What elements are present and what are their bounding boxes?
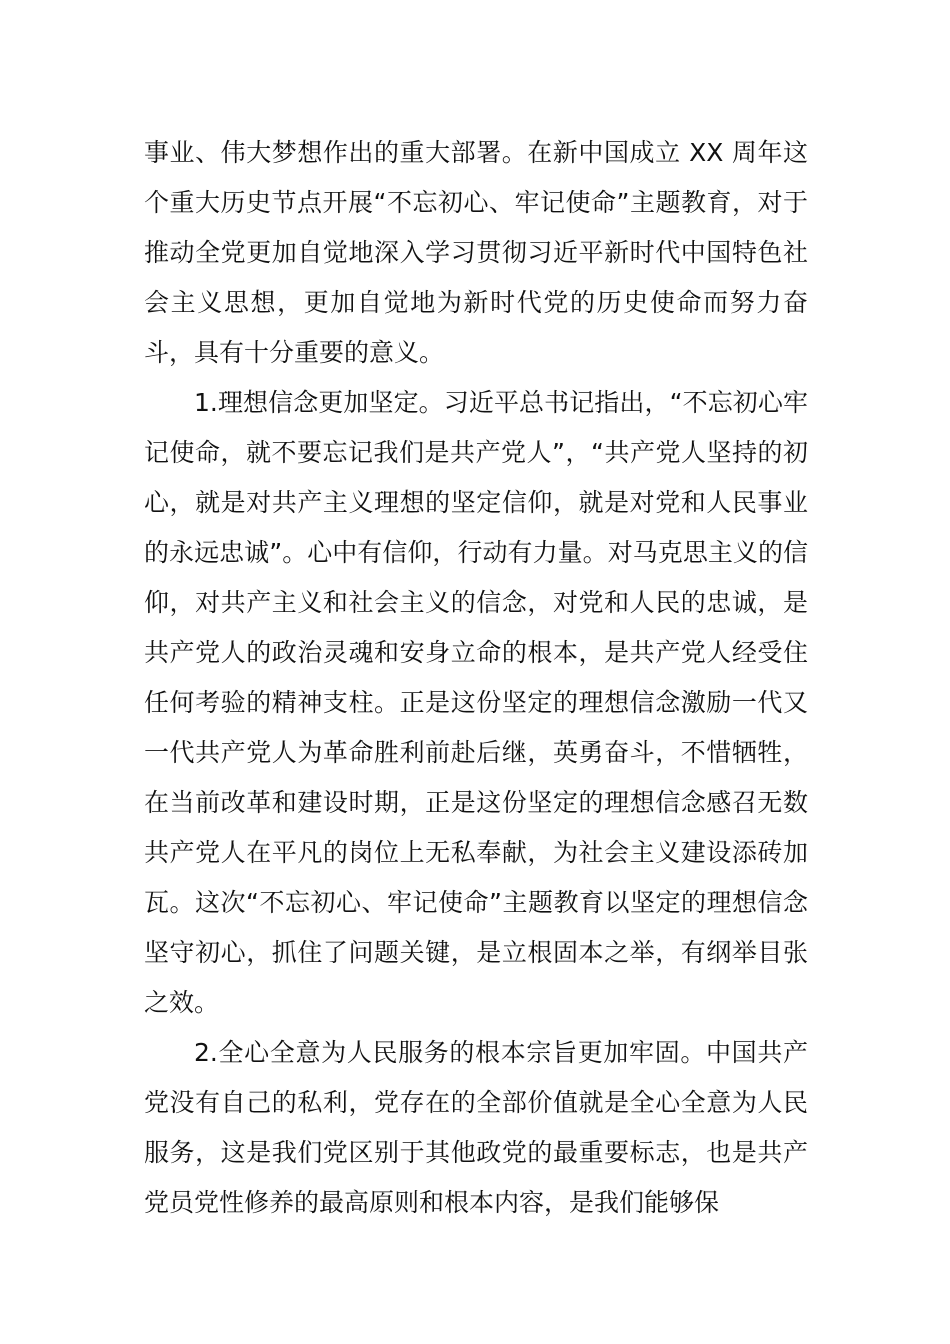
paragraph-serve-the-people: 2.全心全意为人民服务的根本宗旨更加牢固。中国共产党没有自己的私利，党存在的全部价值就是全心全意为人民服务，这是我们党区别于其他政党的最重要标志，也是共产党员党性修养的最高原则和根本内容，是我们能够保 — [144, 1038, 808, 1217]
paragraph-intro-continued: 事业、伟大梦想作出的重大部署。在新中国成立 XX 周年这个重大历史节点开展“不忘初心、牢记使命”主题教育，对于推动全党更加自觉地深入学习贯彻习近平新时代中国特色社会主义思想，更加自觉地为新时代党的历史使命而努力奋斗，具有十分重要的意义。 — [144, 138, 808, 367]
document-body — [144, 128, 808, 1228]
paragraph-ideals-and-convictions: 1.理想信念更加坚定。习近平总书记指出，“不忘初心牢记使命，就不要忘记我们是共产党人”，“共产党人坚持的初心，就是对共产主义理想的坚定信仰，就是对党和人民事业的永远忠诚”。心中有信仰，行动有力量。对马克思主义的信仰，对共产主义和社会主义的信念，对党和人民的忠诚，是共产党人的政治灵魂和安身立命的根本，是共产党人经受住任何考验的精神支柱。正是这份坚定的理想信念激励一代又一代共产党人为革命胜利前赴后继，英勇奋斗，不惜牺牲，在当前改革和建设时期，正是这份坚定的理想信念感召无数共产党人在平凡的岗位上无私奉献，为社会主义建设添砖加瓦。这次“不忘初心、牢记使命”主题教育以坚定的理想信念坚守初心，抓住了问题关键，是立根固本之举，有纲举目张之效。 — [144, 388, 808, 1017]
